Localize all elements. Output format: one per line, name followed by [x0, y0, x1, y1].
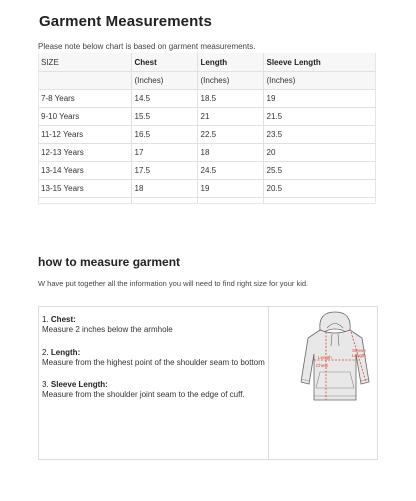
- guide-item-description: Measure 2 inches below the armhole: [42, 325, 173, 334]
- how-to-measure-title: how to measure garment: [38, 255, 181, 269]
- guide-item-length: [42, 348, 265, 368]
- size-cell: 12-13 Years: [38, 144, 131, 162]
- chest-cell: 17.5: [131, 162, 197, 180]
- measurement-guide-divider: [268, 307, 269, 459]
- length-measure-label: Length: [318, 355, 332, 360]
- table-row: [38, 108, 376, 126]
- sleeve-cell: 25.5: [263, 162, 376, 180]
- guide-item-description: Measure from the shoulder joint seam to the edge of cuff.: [42, 390, 245, 399]
- table-row: [38, 144, 376, 162]
- length-cell: 18.5: [197, 90, 263, 108]
- hoodie-hood: [320, 312, 350, 332]
- column-header-sleeve-length: Sleeve Length: [263, 53, 376, 72]
- chest-cell: 16.5: [131, 126, 197, 144]
- sleeve-measure-label: Sleeve: [352, 348, 366, 353]
- sleeve-cell: 19: [263, 90, 376, 108]
- garment-note: Please note below chart is based on garment measurements.: [38, 42, 256, 51]
- chest-cell: 18: [131, 180, 197, 198]
- size-cell: 7-8 Years: [38, 90, 131, 108]
- sleeve-cell: 23.5: [263, 126, 376, 144]
- sleeve-cell: 20.5: [263, 180, 376, 198]
- chest-measure-label: Chest: [316, 363, 328, 368]
- length-cell: 18: [197, 144, 263, 162]
- size-cell: 11-12 Years: [38, 126, 131, 144]
- guide-item-sleeve-length: [42, 380, 245, 400]
- how-to-measure-subtitle: W have put together all the information you will need to find right size for your kid.: [38, 279, 309, 288]
- column-header-chest: Chest: [131, 53, 197, 72]
- hoodie-body: [301, 330, 369, 400]
- size-cell: 13-15 Years: [38, 180, 131, 198]
- table-row: [38, 90, 376, 108]
- hoodie-measurement-figure: [294, 310, 376, 410]
- units-cell: [38, 72, 131, 90]
- table-row: [38, 126, 376, 144]
- table-header-row: [38, 53, 376, 72]
- guide-item-chest: [42, 315, 173, 335]
- units-cell: (Inches): [131, 72, 197, 90]
- sleeve-cell: 20: [263, 144, 376, 162]
- length-cell: 24.5: [197, 162, 263, 180]
- length-cell: 21: [197, 108, 263, 126]
- chest-cell: 14.5: [131, 90, 197, 108]
- table-units-row: [38, 72, 376, 90]
- table-row: [38, 180, 376, 198]
- guide-item-label: 2. Length:: [42, 348, 81, 357]
- chest-cell: 17: [131, 144, 197, 162]
- table-row: [38, 162, 376, 180]
- units-cell: (Inches): [263, 72, 376, 90]
- guide-item-label: 3. Sleeve Length:: [42, 380, 108, 389]
- guide-item-label: 1. Chest:: [42, 315, 76, 324]
- size-chart-table: [38, 53, 376, 204]
- guide-item-description: Measure from the highest point of the shoulder seam to bottom: [42, 358, 265, 367]
- sleeve-measure-label-2: Length: [352, 353, 366, 358]
- size-cell: 9-10 Years: [38, 108, 131, 126]
- table-spacer-row: [38, 198, 376, 204]
- length-cell: 19: [197, 180, 263, 198]
- column-header-size: SIZE: [38, 53, 131, 72]
- sleeve-cell: 21.5: [263, 108, 376, 126]
- column-header-length: Length: [197, 53, 263, 72]
- units-cell: (Inches): [197, 72, 263, 90]
- length-cell: 22.5: [197, 126, 263, 144]
- size-cell: 13-14 Years: [38, 162, 131, 180]
- chest-cell: 15.5: [131, 108, 197, 126]
- garment-measurements-title: Garment Measurements: [39, 13, 212, 30]
